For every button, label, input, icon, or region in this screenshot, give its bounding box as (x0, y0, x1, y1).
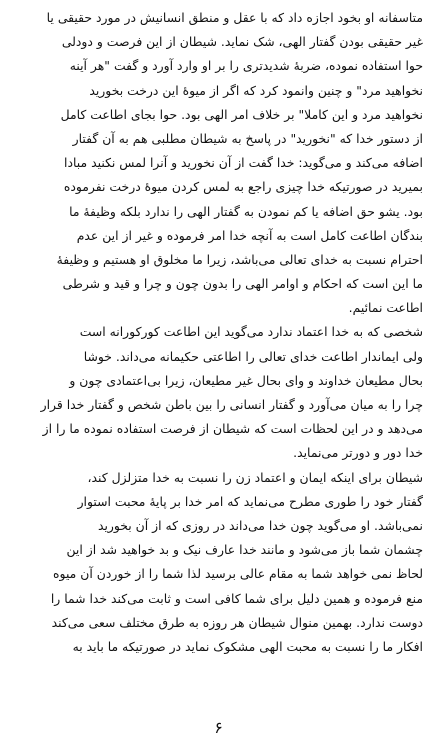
text-line: چرا را به میان می‌آورد و گفتار انسانی را بین باطن شخص و گفتار خدا قرار (40, 397, 423, 412)
text-line: از دستور خدا که "نخورید" در پاسخ به شیطان مطلبی هم به آن گفتار (72, 130, 423, 146)
text-line: بحال مطیعان خداوند و وای بحال غیر مطیعان، زیرا بی‌اعتمادی چون و (69, 372, 423, 388)
text-line: احترام نسبت به خدای تعالی می‌باشد، زیرا ما مخلوق او هستیم و وظیفهٔ (56, 251, 423, 267)
text-line: غیر حقیقی بودن گفتار الهی، شک نماید. شیطان از این فرصت و دودلی (61, 34, 423, 50)
text-line: منع فرموده و همین دلیل برای شما کافی است و ثابت می‌کند خدا شما را (50, 590, 423, 606)
text-line: اضافه می‌کند و می‌گوید: خدا گفت از آن نخورید و آنرا لمس نکنید مبادا (64, 155, 423, 171)
text-line: گفتار خود را طوری مطرح می‌نماید که امر خدا بر پایهٔ محبت استوار (77, 493, 423, 509)
text-line: اطاعت نمائیم. (348, 300, 423, 316)
body-text (16, 6, 423, 659)
page-number: ۶ (214, 718, 223, 737)
text-line: حوا استفاده نموده، ضربهٔ شدیدتری را بر او وارد آورد و گفت "هر آینه (69, 58, 423, 74)
text-line: دوست ندارد. بهمین منوال شیطان هر روزه به طرق مختلف سعی می‌کند (51, 614, 423, 630)
text-line: ما این است که احکام و اوامر الهی را بدون چون و چرا و قید و شرطی (62, 276, 423, 292)
text-line: افکار ما را نسبت به محبت الهی مشکوک نماید در صورتیکه ما باید به (72, 638, 423, 654)
text-line: بمیرید در صورتیکه خدا چیزی راجع به لمس کردن میوهٔ درخت نفرموده (63, 179, 423, 195)
text-line: شخصی که به خدا اعتماد ندارد می‌گوید این اطاعت کورکورانه است (79, 324, 423, 340)
text-line: شیطان برای اینکه ایمان و اعتماد زن را نسبت به خدا متزلزل کند، (87, 469, 423, 485)
text-line: بود. یشو حق اضافه یا کم نمودن به گفتار الهی را ندارد بلکه وظیفهٔ ما (69, 203, 423, 219)
text-line: نمی‌باشد. او می‌گوید چون خدا می‌داند در روزی که از آن بخورید (97, 517, 423, 533)
text-line: ولی ایماندار اطاعت خدای تعالی را اطاعتی حکیمانه می‌داند. خوشا (83, 348, 423, 364)
text-line: لحاظ نمی خواهد شما به مقام عالی برسید لذا شما را از خوردن آن میوه (53, 566, 423, 582)
text-line: چشمان شما باز می‌شود و مانند خدا عارف نیک و بد خواهید شد از این (66, 542, 423, 558)
text-line: نخواهید مرد و این کاملا" بر خلاف امر الهی بود. حوا بجای اطاعت کامل (60, 106, 423, 122)
text-line: بندگان اطاعت کامل است به آنچه خدا امر فرموده و غیر از این عدم (76, 227, 423, 243)
text-line: می‌دهد و در این لحظات است که شیطان از فرصت استفاده نموده ما را از (42, 421, 423, 437)
text-line: متاسفانه او بخود اجازه داد که با عقل و منطق انسانیش در مورد حقیقی یا (46, 10, 423, 25)
text-line: نخواهید مرد" و چنین وانمود کرد که اگر از میوهٔ این درخت بخورید (89, 82, 423, 98)
text-line: خدا دور و دورتر می‌نماید. (293, 445, 423, 461)
